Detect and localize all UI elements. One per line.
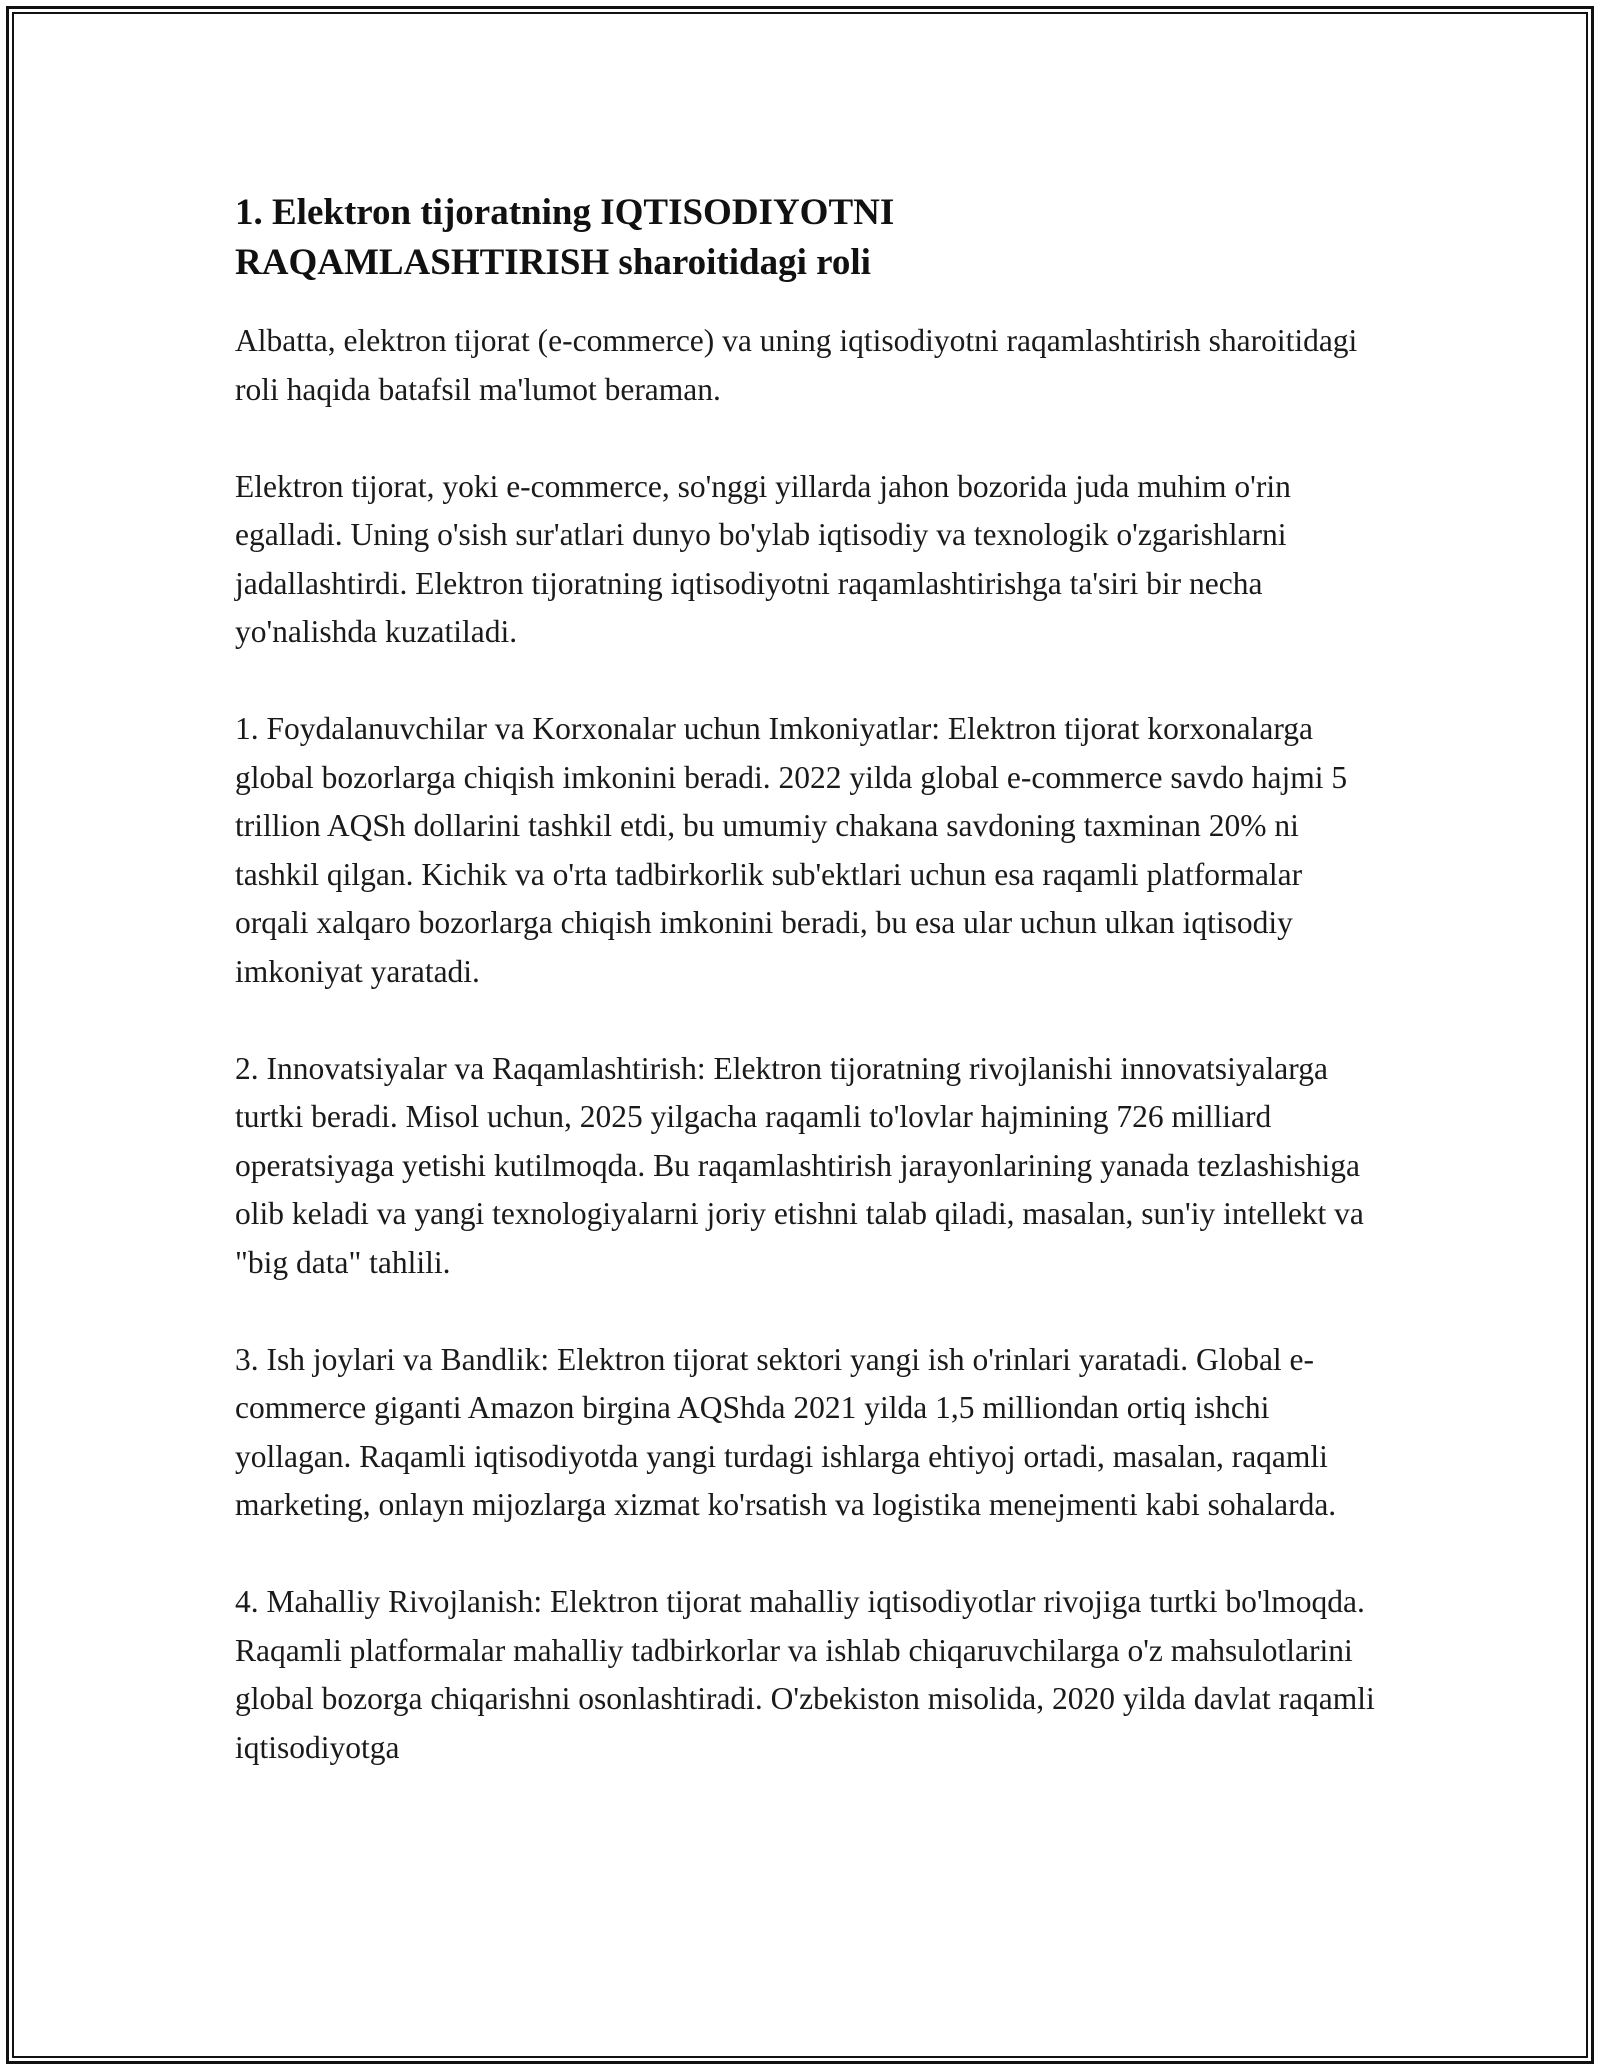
paragraph-point-2: 2. Innovatsiyalar va Raqamlashtirish: Elektron tijoratning rivojlanishi innovatsiyalarga turtki beradi. Misol uchun, 2025 yilgacha raqamli to'lovlar hajmining 726 milliard operatsiyaga yetishi kutilmoqda. Bu raqamlashtirish jarayonlarining yanada tezlashishiga olib keladi va yangi texnologiyalarni joriy etishni talab qiladi, masalan, sun'iy intellekt va "big data" tahlili. xyxy=(235,1050,1364,1280)
paragraph-point-1: 1. Foydalanuvchilar va Korxonalar uchun Imkoniyatlar: Elektron tijorat korxonalarga global bozorlarga chiqish imkonini beradi. 2022 yilda global e-commerce savdo hajmi 5 trillion AQSh dollarini tashkil etdi, bu umumiy chakana savdoning taxminan 20% ni tashkil qilgan. Kichik va o'rta tadbirkorlik sub'ektlari uchun esa raqamli platformalar orqali xalqaro bozorlarga chiqish imkonini beradi, bu esa ular uchun ulkan iqtisodiy imkoniyat yaratadi. xyxy=(235,711,1348,989)
paragraph-overview: Elektron tijorat, yoki e-commerce, so'nggi yillarda jahon bozorida juda muhim o'rin egalladi. Uning o'sish sur'atlari dunyo bo'ylab iqtisodiy va texnologik o'zgarishlarni jadallashtirdi. Elektron tijoratning iqtisodiyotni raqamlashtirishga ta'siri bir necha yo'nalishda kuzatiladi. xyxy=(235,468,1291,649)
paragraph-intro: Albatta, elektron tijorat (e-commerce) va uning iqtisodiyotni raqamlashtirish sharoitidagi roli haqida batafsil ma'lumot beraman. xyxy=(235,323,1358,407)
paragraph-point-4: 4. Mahalliy Rivojlanish: Elektron tijorat mahalliy iqtisodiyotlar rivojiga turtki bo'lmoqda. Raqamli platformalar mahalliy tadbirkorlar va ishlab chiqaruvchilarga o'z mahsulotlarini global bozorga chiqarishni osonlashtiradi. O'zbekiston misolida, 2020 yilda davlat raqamli iqtisodiyotga xyxy=(235,1584,1375,1765)
paragraph-point-3: 3. Ish joylari va Bandlik: Elektron tijorat sektori yangi ish o'rinlari yaratadi. Global e-commerce giganti Amazon birgina AQShda 2021 yilda 1,5 milliondan ortiq ishchi yollagan. Raqamli iqtisodiyotda yangi turdagi ishlarga ehtiyoj ortadi, masalan, raqamli marketing, onlayn mijozlarga xizmat ko'rsatish va logistika menejmenti kabi sohalarda. xyxy=(235,1341,1337,1522)
document-title: 1. Elektron tijoratning IQTISODIYOTNI RAQAMLASHTIRISH sharoitidagi roli xyxy=(235,192,895,283)
document-body xyxy=(235,188,1375,1821)
